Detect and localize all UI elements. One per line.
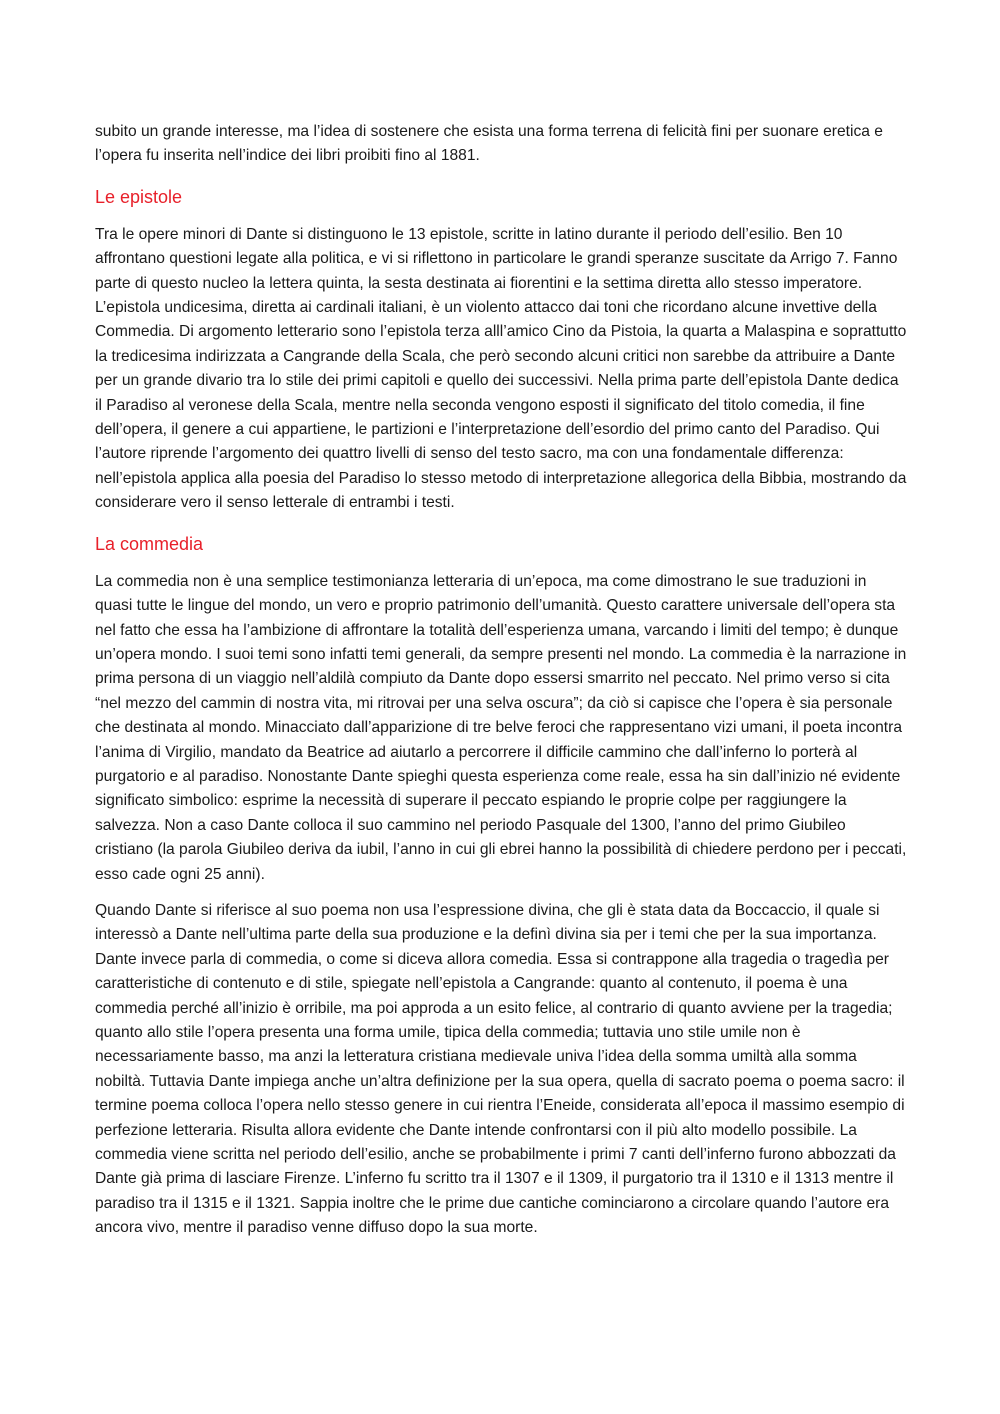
commedia-paragraph-1: La commedia non è una semplice testimonianza letteraria di un’epoca, ma come dimostrano le sue traduzioni in quasi tutte le lingue del mondo, un vero e proprio patrimonio dell’umanità. Questo carattere universale dell’opera sta nel fatto che essa ha l’ambizione di affrontare la totalità dell’esperienza umana, varcando i limiti del tempo; è dunque un’opera mondo. I suoi temi sono infatti temi generali, da sempre presenti nel mondo. La commedia è la narrazione in prima persona di un viaggio nell’aldilà compiuto da Dante dopo essersi smarrito nel peccato. Nel primo verso si cita “nel mezzo del cammin di nostra vita, mi ritrovai per una selva oscura”; da ciò si capisce che l’opera è sia personale che destinata al mondo. Minacciato dall’apparizione di tre belve feroci che rappresentano vizi umani, il poeta incontra l’anima di Virgilio, mandato da Beatrice ad aiutarlo a percorrere il difficile cammino che dall’inferno lo porterà al purgatorio e al paradiso. Nonostante Dante spieghi questa esperienza come reale, essa ha sin dall’inizio né evidente significato simbolico: esprime la necessità di superare il peccato espiando le proprie colpe per raggiungere la salvezza. Non a caso Dante colloca il suo cammino nel periodo Pasquale del 1300, l’anno del primo Giubileo cristiano (la parola Giubileo deriva da iubil, l’anno in cui gli ebrei hanno la possibilità di chiedere perdono per i peccati, esso cade ogni 25 anni). [95, 572, 907, 883]
section-heading-epistole: Le epistole [95, 186, 183, 207]
section-heading-commedia: La commedia [95, 533, 204, 554]
commedia-paragraph-2: Quando Dante si riferisce al suo poema non usa l’espressione divina, che gli è stata data da Boccaccio, il quale si interessò a Dante nell’ultima parte della sua produzione e la definì divina sia per i temi che per la sua importanza. Dante invece parla di commedia, o come si diceva allora comedia. Essa si contrappone alla tragedia o tragedìa per caratteristiche di contenuto e di stile, spiegate nell’epistola a Cangrande: quanto al contenuto, il poema è una commedia perché all’inizio è orribile, ma poi approda a un esito felice, al contrario di quanto avviene per la tragedia; quanto allo stile l’opera presenta una forma umile, tipica della commedia; tuttavia uno stile umile non è necessariamente basso, ma anzi la letteratura cristiana medievale univa l’idea della somma umiltà alla somma nobiltà. Tuttavia Dante impiega anche un’altra definizione per la sua opera, quella di sacrato poema o poema sacro: il termine poema colloca l’opera nello stesso genere in cui rientra l’Eneide, considerata all’epoca il massimo esempio di perfezione letteraria. Risulta allora evidente che Dante intende confrontarsi con il più alto modello possibile. La commedia viene scritta nel periodo dell’esilio, anche se probabilmente i primi 7 canti dell’inferno furono abbozzati da Dante già prima di lasciare Firenze. L’inferno fu scritto tra il 1307 e il 1309, il purgatorio tra il 1310 e il 1313 mentre il paradiso tra il 1315 e il 1321. Sappia inoltre che le prime due cantiche cominciarono a circolare quando l’autore era ancora vivo, mentre il paradiso venne diffuso dopo la sua morte. [95, 901, 905, 1237]
document-page [95, 120, 907, 1253]
epistole-paragraph: Tra le opere minori di Dante si distinguono le 13 epistole, scritte in latino durante il periodo dell’esilio. Ben 10 affrontano questioni legate alla politica, e vi si riflettono in particolare le grandi speranze suscitate da Arrigo 7. Fanno parte di questo nucleo la lettera quinta, la sesta destinata ai fiorentini e la settima diretta allo stesso imperatore. L’epistola undicesima, diretta ai cardinali italiani, è un violento attacco dai toni che ricordano alcune invettive della Commedia. Di argomento letterario sono l’epistola terza alll’amico Cino da Pistoia, la quarta a Malaspina e soprattutto la tredicesima indirizzata a Cangrande della Scala, che però secondo alcuni critici non sarebbe da attribuire a Dante per un grande divario tra lo stile dei primi capitoli e quello dei successivi. Nella prima parte dell’epistola Dante dedica il Paradiso al veronese della Scala, mentre nella seconda vengono esposti il significato del titolo comedia, il fine dell’opera, il genere a cui appartiene, le partizioni e l’interpretazione dell’esordio del primo canto del Paradiso. Qui l’autore riprende l’argomento dei quattro livelli di senso del testo sacro, ma con una fondamentale differenza: nell’epistola applica alla poesia del Paradiso lo stesso metodo di interpretazione allegorica della Bibbia, mostrando da considerare vero il senso letterale di entrambi i testi. [95, 225, 907, 512]
intro-paragraph: subito un grande interesse, ma l’idea di sostenere che esista una forma terrena di felicità fini per suonare eretica e l’opera fu inserita nell’indice dei libri proibiti fino al 1881. [95, 123, 883, 165]
